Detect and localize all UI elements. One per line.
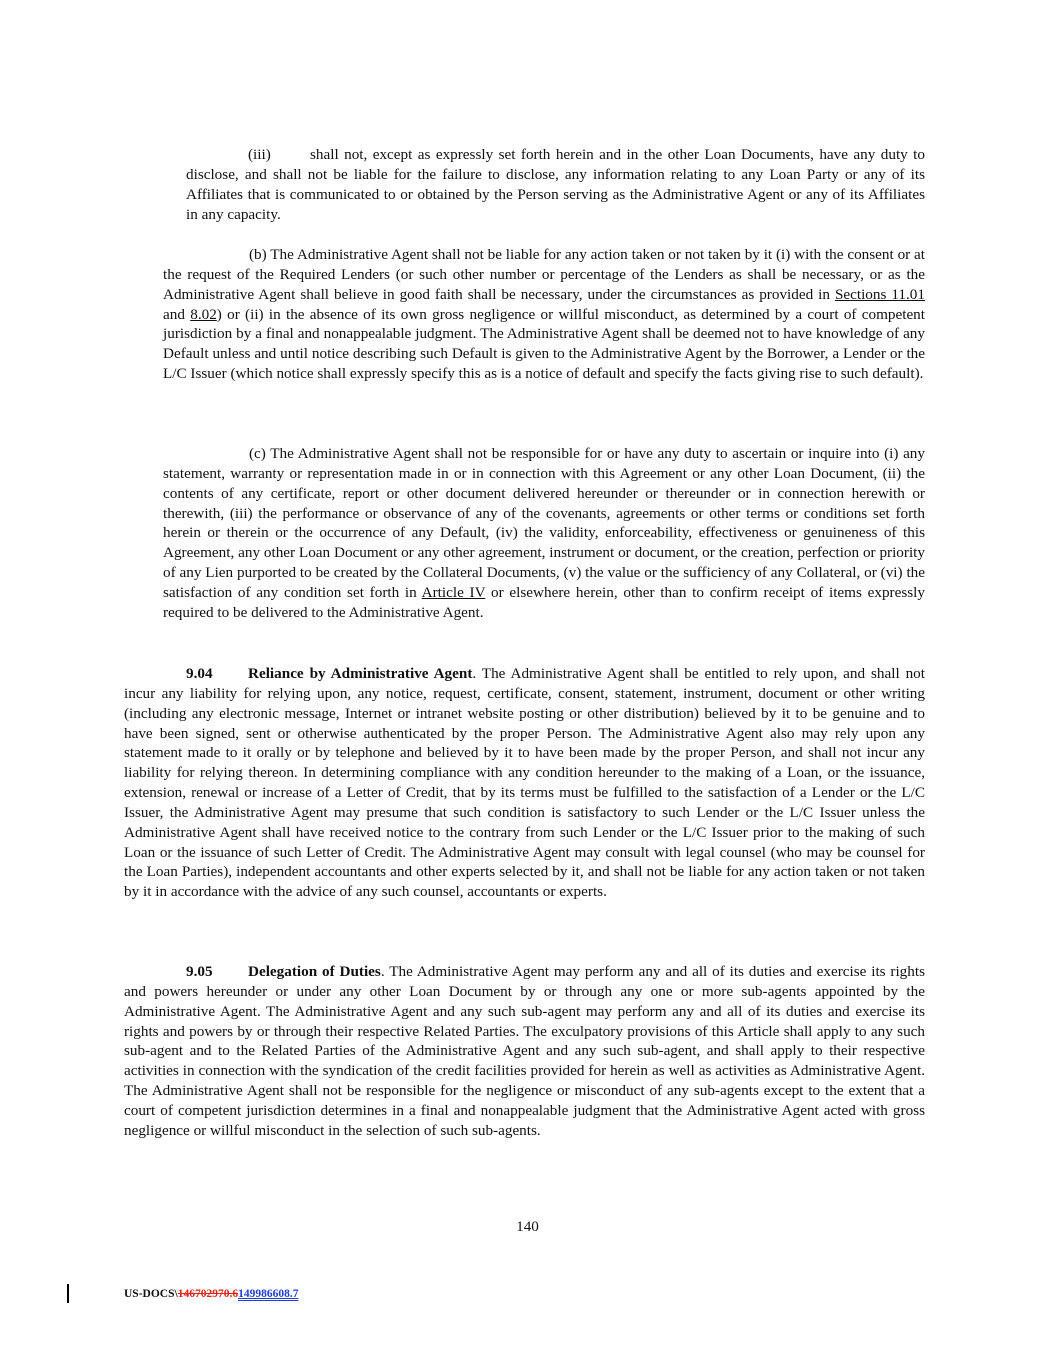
- paragraph-c: [163, 444, 925, 623]
- section-title: Delegation of Duties: [248, 963, 381, 980]
- paragraph-text: (c) The Administrative Agent shall not be responsible for or have any duty to ascertain or inquire into (i) any statement, warranty or representation made in or in connection with this Agreement or any other Loan Document, (ii) the contents of any certificate, report or other document delivered hereunder or thereunder or in connection herewith or therewith, (iii) the performance or observance of any of the covenants, agreements or other terms or conditions set forth herein or therein or the occurrence of any Default, (iv) the validity, enforceability, effectiveness or genuineness of this Agreement, any other Loan Document or any other agreement, instrument or document, or the creation, perfection or priority of any Lien purported to be created by the Collateral Documents, (v) the value or the sufficiency of any Collateral, or (vi) the satisfaction of any condition set forth in: [163, 445, 925, 601]
- document-id-deleted: 146702970.6: [177, 1288, 239, 1300]
- section-number: 9.05: [186, 963, 213, 980]
- section-text: . The Administrative Agent shall be entitled to rely upon, and shall not incur any liability for relying upon, any notice, request, certificate, consent, statement, instrument, document or other writing (including any electronic message, Internet or intranet website posting or other distribution) believed by it to be genuine and to have been signed, sent or otherwise authenticated by the proper Person. The Administrative Agent also may rely upon any statement made to it orally or by telephone and believed by it to have been made by the proper Person, and shall not incur any liability for relying thereon. In determining compliance with any condition hereunder to the making of a Loan, or the issuance, extension, renewal or increase of a Letter of Credit, that by its terms must be fulfilled to the satisfaction of a Lender or the L/C Issuer, the Administrative Agent may presume that such condition is satisfactory to such Lender or the L/C Issuer unless the Administrative Agent shall have received notice to the contrary from such Lender or the L/C Issuer prior to the making of such Loan or the issuance of such Letter of Credit. The Administrative Agent may consult with legal counsel (who may be counsel for the Loan Parties), independent accountants and other experts selected by it, and shall not be liable for any action taken or not taken by it in accordance with the advice of any such counsel, accountants or experts.: [124, 665, 925, 901]
- revision-change-bar: [67, 1284, 69, 1303]
- section-9-04: [124, 664, 925, 902]
- cross-reference: 8.02: [190, 305, 217, 323]
- paragraph-text: (b) The Administrative Agent shall not be liable for any action taken or not taken by it (i) with the consent or at the request of the Required Lenders (or such other number or percentage of the Lenders as shall be necessary, or as the Administrative Agent shall believe in good faith shall be necessary, under the circumstances as provided in: [163, 246, 925, 303]
- document-id-inserted: 149986608.7: [238, 1288, 299, 1300]
- section-title: Reliance by Administrative Agent: [248, 665, 473, 682]
- section-9-05: [124, 962, 925, 1141]
- section-text: . The Administrative Agent may perform any and all of its duties and exercise its rights and powers hereunder or under any other Loan Document by or through any one or more sub-agents appointed by the Administrative Agent. The Administrative Agent and any such sub-agent may perform any and all of its duties and exercise its rights and powers by or through their respective Related Parties. The exculpatory provisions of this Article shall apply to any such sub-agent and to the Related Parties of the Administrative Agent and any such sub-agent, and shall apply to their respective activities in connection with the syndication of the credit facilities provided for herein as well as activities as Administrative Agent. The Administrative Agent shall not be responsible for the negligence or misconduct of any sub-agents except to the extent that a court of competent jurisdiction determines in a final and nonappealable judgment that the Administrative Agent acted with gross negligence or willful misconduct in the selection of such sub-agents.: [124, 963, 925, 1139]
- paragraph-b: [163, 245, 925, 384]
- paragraph-text: ) or (ii) in the absence of its own gross negligence or willful misconduct, as determined by a court of competent jurisdiction by a final and nonappealable judgment. The Administrative Agent shall be deemed not to have knowledge of any Default unless and until notice describing such Default is given to the Administrative Agent by the Borrower, a Lender or the L/C Issuer (which notice shall expressly specify this as is a notice of default and specify the facts giving rise to such default).: [163, 305, 925, 383]
- clause-text: shall not, except as expressly set forth herein and in the other Loan Documents, have any duty to disclose, and shall not be liable for the failure to disclose, any information relating to any Loan Party or any of its Affiliates that is communicated to or obtained by the Person serving as the Administrative Agent or any of its Affiliates in any capacity.: [186, 146, 925, 223]
- cross-reference: Sections 11.01: [834, 285, 925, 303]
- paragraph-text: and: [163, 305, 191, 323]
- document-id-prefix: US-DOCS\: [124, 1288, 178, 1300]
- page-number: 140: [516, 1218, 539, 1235]
- cross-reference: Article IV: [421, 583, 486, 601]
- section-number: 9.04: [186, 665, 213, 682]
- clause-iii: [186, 145, 925, 224]
- paragraph-text: or elsewhere herein, other than to confirm receipt of items expressly required to be delivered to the Administrative Agent.: [163, 583, 925, 621]
- document-id: [124, 1288, 298, 1300]
- clause-label: (iii): [248, 146, 271, 163]
